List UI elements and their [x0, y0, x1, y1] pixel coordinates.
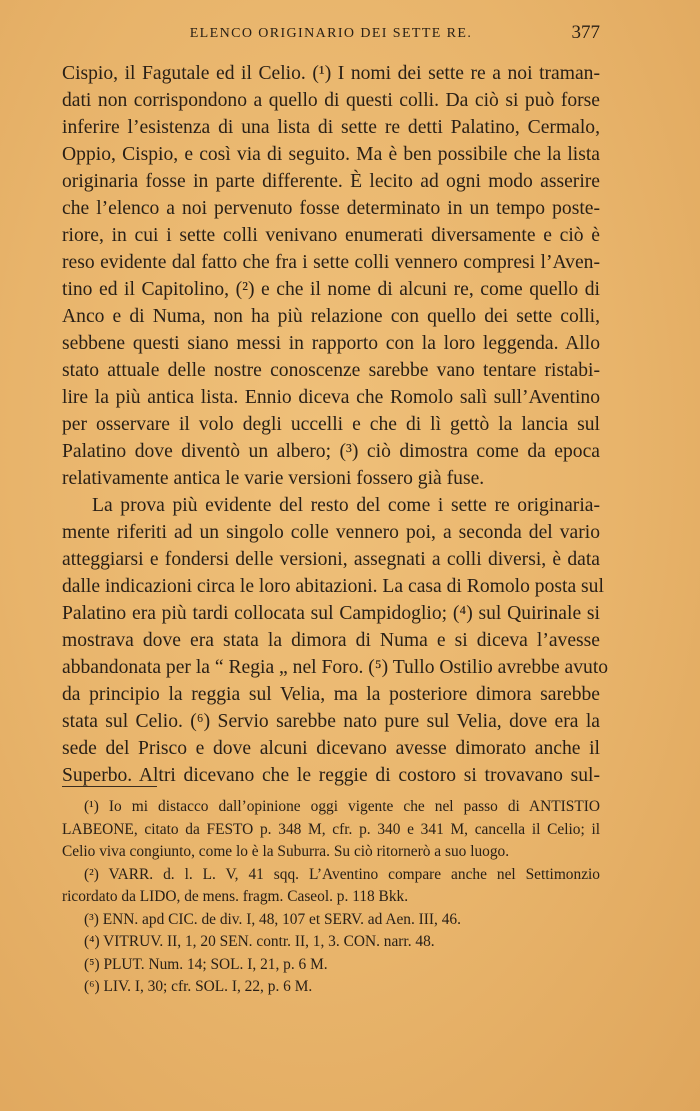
footnote-line: (⁶) LIV. I, 30; cfr. SOL. I, 22, p. 6 M. — [84, 978, 313, 995]
text-line: mostrava dove era stata la dimora di Numa e si diceva l’avesse — [62, 630, 600, 651]
text-line: Palatino era più tardi collocata sul Campidoglio; (⁴) sul Quirinale si — [62, 603, 600, 624]
running-head — [62, 22, 600, 48]
footnote-line: (⁵) PLUT. Num. 14; SOL. I, 21, p. 6 M. — [84, 955, 328, 973]
footnote-text: (²) VARR. d. l. L. V, 41 sqq. L’Aventino compare anche nel Settimonzio — [84, 865, 600, 883]
text-line: lire la più antica lista. Ennio diceva che Romolo salì sull’Aventino — [62, 387, 600, 408]
footnote-divider — [62, 786, 157, 787]
text-line: sebbene questi siano messi in rapporto con la loro leggenda. Allo — [62, 333, 600, 354]
footnotes — [62, 796, 600, 999]
footnote-line — [62, 796, 600, 819]
text-line: sede del Prisco e dove alcuni dicevano avesse dimorato anche il — [62, 738, 600, 759]
text-line: da principio la reggia sul Velia, ma la posteriore dimora sarebbe — [62, 684, 600, 705]
text-line: Cispio, il Fagutale ed il Celio. (¹) I nomi dei sette re a noi traman- — [62, 63, 600, 84]
text-line: Superbo. Altri dicevano che le reggie di costoro si trovavano sul- — [62, 765, 600, 786]
text-line: tino ed il Capitolino, (²) e che il nome di alcuni re, come quello di — [62, 279, 600, 300]
footnote-line — [62, 864, 600, 887]
footnote-text: (¹) Io mi distacco dall’opinione oggi vigente che nel passo di ANTISTIO — [84, 798, 600, 815]
text-line: dalle indicazioni circa le loro abitazioni. La casa di Romolo posta sul — [62, 576, 604, 597]
text-line: che l’elenco a noi pervenuto fosse determinato in un tempo poste- — [62, 198, 600, 219]
footnote-line: (³) ENN. apd CIC. de div. I, 48, 107 et SERV. ad Aen. III, 46. — [84, 910, 461, 928]
text-line: mente riferiti ad un singolo colle vennero poi, a seconda del vario — [62, 522, 600, 543]
text-line: riore, in cui i sette colli venivano enumerati diversamente e ciò è — [62, 225, 600, 246]
text-line: stato attuale delle nostre conoscenze sarebbe vano tentare ristabi- — [62, 360, 600, 381]
footnote-line: Celio viva congiunto, come lo è la Suburra. Su ciò ritornerò a suo luogo. — [62, 843, 510, 860]
text-line: stata sul Celio. (⁶) Servio sarebbe nato pure sul Velia, dove era la — [62, 711, 600, 732]
text-line: Anco e di Numa, non ha più relazione con quello dei sette colli, — [62, 306, 600, 327]
text-line: relativamente antica le varie versioni fossero già fuse. — [62, 468, 485, 489]
text-line: Oppio, Cispio, e così via di seguito. Ma è ben possibile che la lista — [62, 144, 600, 165]
text-line: originaria fosse in parte differente. È lecito ad ogni modo asserire — [62, 171, 600, 192]
body-text — [62, 60, 609, 789]
text-line: Palatino dove diventò un albero; (³) ciò dimostra come da epoca — [62, 441, 600, 462]
footnote-line: LABEONE, citato da FESTO p. 348 M, cfr. p. 340 e 341 M, cancella il Celio; il — [62, 820, 600, 838]
text-line: abbandonata per la “ Regia „ nel Foro. (⁵) Tullo Ostilio avrebbe avuto — [62, 657, 609, 678]
paragraph-start-line — [62, 492, 600, 519]
footnote-line: (⁴) VITRUV. II, 1, 20 SEN. contr. II, 1, 3. CON. narr. 48. — [84, 933, 435, 950]
running-title: ELENCO ORIGINARIO DEI SETTE RE. — [189, 26, 473, 41]
text-line: dati non corrispondono a quello di questi colli. Da ciò si può forse — [62, 90, 600, 111]
text-line: per osservare il volo degli uccelli e che di lì gettò la lancia sul — [62, 414, 600, 435]
page-number: 377 — [571, 22, 600, 43]
text-line: inferire l’esistenza di una lista di sette re detti Palatino, Cermalo, — [62, 117, 600, 138]
text-line: atteggiarsi e fondersi delle versioni, assegnati a colli diversi, è data — [62, 549, 600, 570]
text-line: La prova più evidente del resto del come i sette re originaria- — [92, 495, 600, 516]
footnote-line: ricordato da LIDO, de mens. fragm. Caseol. p. 118 Bkk. — [62, 888, 409, 905]
text-line: reso evidente dal fatto che fra i sette colli vennero compresi l’Aven- — [62, 252, 600, 273]
